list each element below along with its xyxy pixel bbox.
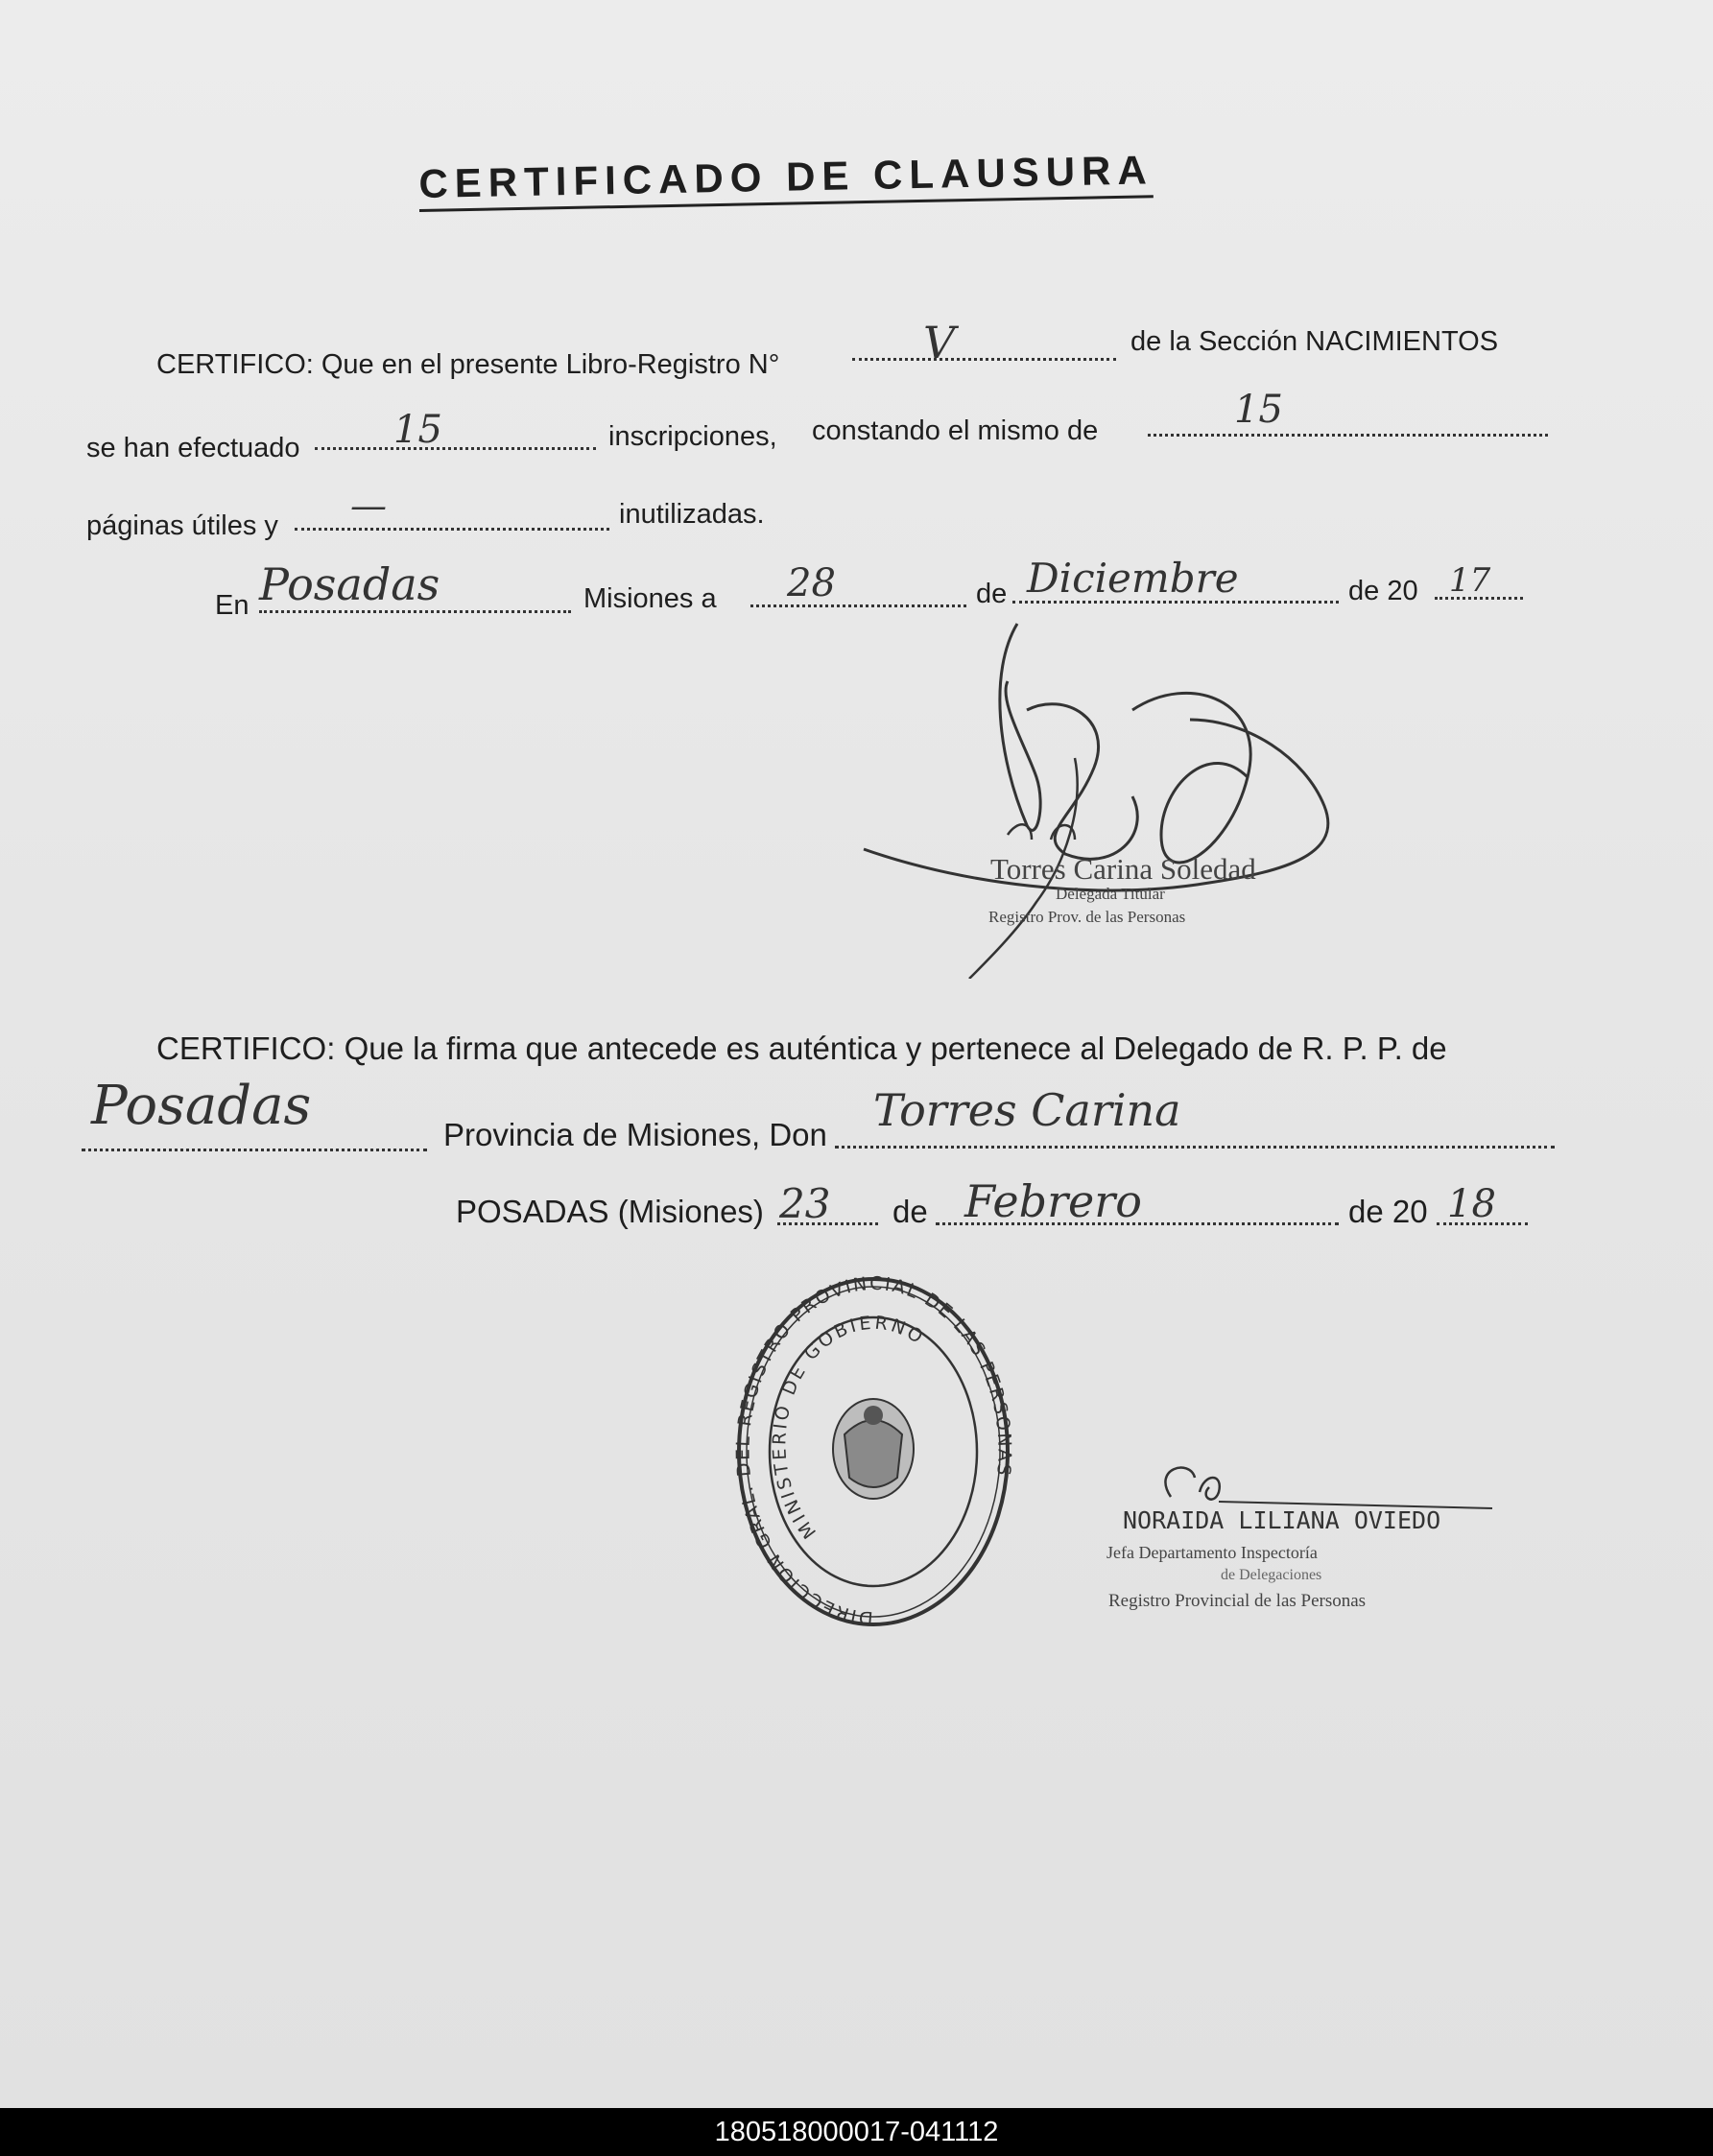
anio-value: 17 bbox=[1449, 561, 1491, 600]
cert2-intro: CERTIFICO: Que la firma que antecede es auténtica y pertenece al Delegado de R. P. P. de bbox=[156, 1031, 1447, 1066]
cert1-seccion: de la Sección NACIMIENTOS bbox=[1130, 326, 1499, 357]
dia-value: 28 bbox=[787, 561, 836, 605]
cert1-efectuado: se han efectuado bbox=[86, 433, 300, 463]
paginas-dotline bbox=[1148, 434, 1548, 437]
signature2-role2: de Delegaciones bbox=[1221, 1567, 1322, 1583]
inutilizadas-dotline bbox=[295, 528, 609, 531]
cert1-misiones-a: Misiones a bbox=[583, 583, 717, 614]
cert2-provincia: Provincia de Misiones, Don bbox=[443, 1117, 827, 1152]
signature2-role: Jefa Departamento Inspectoría bbox=[1106, 1543, 1318, 1562]
cert1-de-20: de 20 bbox=[1348, 576, 1418, 606]
libro-num-dotline bbox=[852, 358, 1116, 361]
dia-dotline bbox=[750, 604, 966, 607]
cert1-intro: CERTIFICO: Que en el presente Libro-Registro N° bbox=[156, 349, 780, 380]
signature1-role: Delegada Titular bbox=[1056, 885, 1165, 903]
cert1-en: En bbox=[215, 590, 250, 621]
cert2-lugar-dotline bbox=[82, 1149, 427, 1151]
cert2-anio-value: 18 bbox=[1447, 1182, 1496, 1226]
don-dotline bbox=[835, 1146, 1555, 1149]
cert1-inutilizadas: inutilizadas. bbox=[619, 499, 765, 530]
lugar-value: Posadas bbox=[259, 558, 440, 610]
seal-inner-text: MINISTERIO DE GOBIERNO bbox=[769, 1312, 929, 1543]
signature2-name: NORAIDA LILIANA OVIEDO bbox=[1123, 1506, 1441, 1534]
signature1-org: Registro Prov. de las Personas bbox=[988, 908, 1186, 926]
seal-outer-text: DIRECCION GRAL. DEL REGISTRO PROVINCIAL DE LAS PERSONAS bbox=[732, 1272, 1015, 1629]
cert2-dia-value: 23 bbox=[779, 1180, 831, 1227]
cert2-de-20: de 20 bbox=[1348, 1194, 1428, 1229]
libro-num-value: V bbox=[923, 317, 956, 368]
cert2-de: de bbox=[892, 1194, 928, 1229]
lugar-dotline bbox=[259, 610, 571, 613]
document-footer-code: 180518000017-041112 bbox=[0, 2108, 1713, 2156]
cert2-mes-value: Febrero bbox=[964, 1175, 1142, 1227]
inscripciones-count: 15 bbox=[393, 408, 442, 452]
seal-emblem-icon bbox=[833, 1399, 914, 1499]
don-value: Torres Carina bbox=[873, 1084, 1181, 1136]
paginas-count: 15 bbox=[1234, 388, 1283, 432]
cert1-de: de bbox=[976, 579, 1008, 609]
cert2-lugar-value: Posadas bbox=[91, 1075, 312, 1137]
official-seal-stamp bbox=[729, 1271, 1017, 1636]
inutilizadas-value: — bbox=[350, 485, 387, 527]
signature2-org: Registro Provincial de las Personas bbox=[1108, 1591, 1367, 1611]
signature1-name: Torres Carina Soledad bbox=[990, 852, 1256, 886]
mes-value: Diciembre bbox=[1027, 555, 1239, 602]
cert2-posadas-label: POSADAS (Misiones) bbox=[456, 1194, 764, 1229]
cert1-paginas-utiles: páginas útiles y bbox=[86, 510, 278, 541]
document-title: CERTIFICADO DE CLAUSURA bbox=[418, 147, 1154, 212]
inscripciones-dotline bbox=[315, 447, 596, 450]
inscripciones-label: inscripciones, bbox=[608, 421, 777, 452]
cert1-constando: constando el mismo de bbox=[812, 415, 1099, 446]
